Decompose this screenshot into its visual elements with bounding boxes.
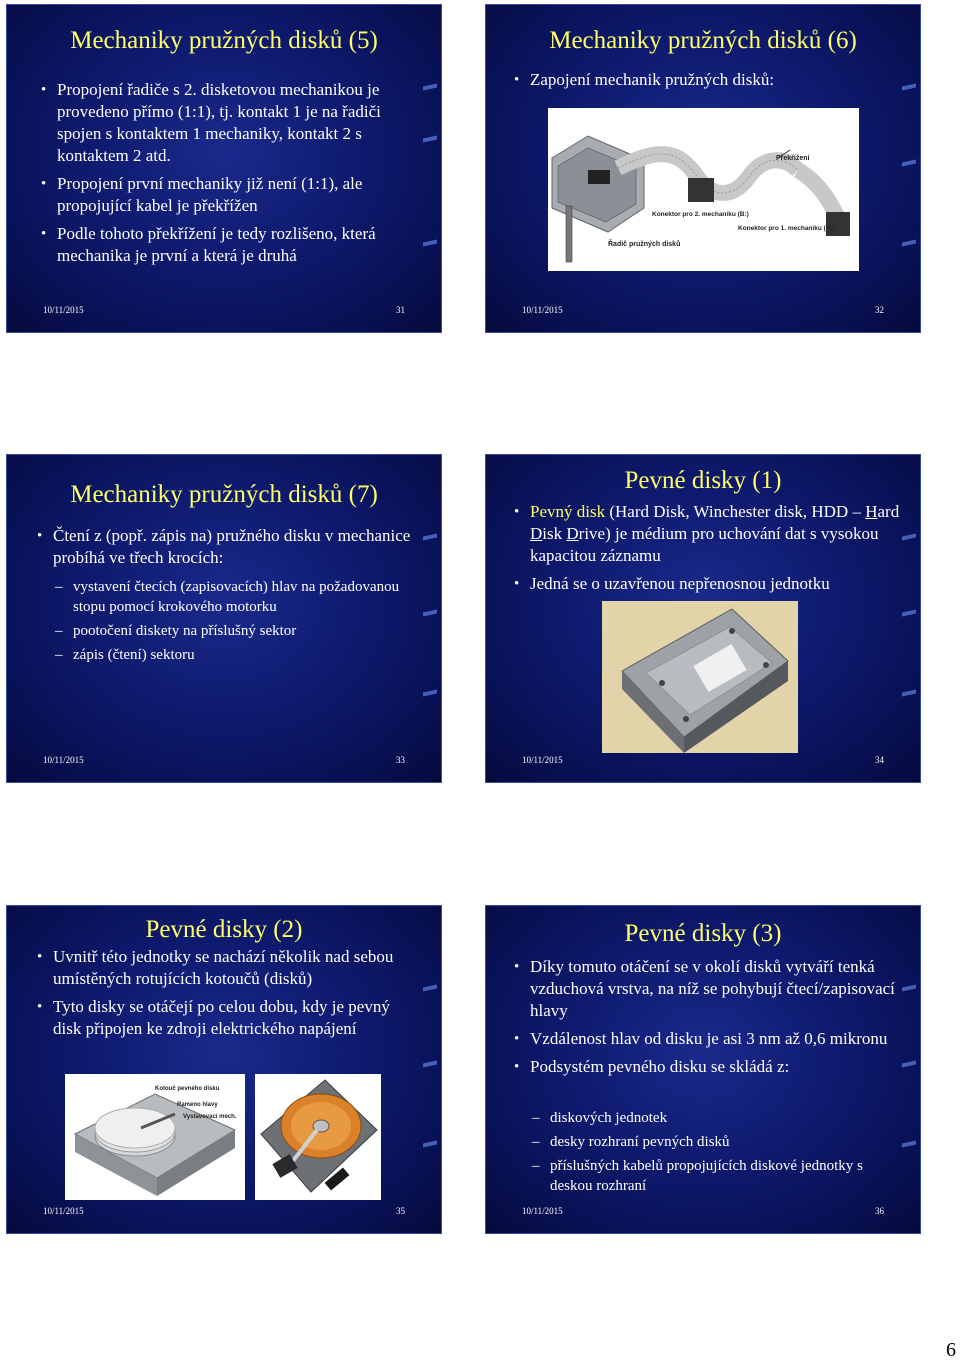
bullet: • Podle tohoto překřížení je tedy rozlišeno, která mechanika je první a která je druhá bbox=[37, 223, 417, 267]
sub-bullet: – diskových jednotek bbox=[530, 1108, 902, 1128]
slide-date: 10/11/2015 bbox=[43, 305, 84, 315]
bullet: • Díky tomuto otáčení se v okolí disků vytváří tenká vzduchová vrstva, na níž se pohybují čtecí/zapisovací hlavy bbox=[510, 956, 902, 1022]
sub-bullet: – příslušných kabelů propojujících diskové jednotky s deskou rozhraní bbox=[530, 1156, 902, 1196]
decoration bbox=[902, 610, 916, 617]
slide-31 bbox=[6, 4, 442, 333]
sub-bullet: – desky rozhraní pevných disků bbox=[530, 1132, 902, 1152]
hdd-open-photo bbox=[255, 1074, 381, 1200]
highlight-term: Pevný disk bbox=[530, 502, 606, 521]
bullet-list bbox=[33, 946, 417, 1046]
figure-label: Vystavovací mech. bbox=[183, 1114, 237, 1120]
bullet: • Podsystém pevného disku se skládá z: bbox=[510, 1056, 902, 1078]
bullet: • Jedná se o uzavřenou nepřenosnou jednotku bbox=[510, 573, 902, 595]
page-number: 6 bbox=[946, 1339, 956, 1361]
figure-label: Řadič pružných disků bbox=[608, 241, 681, 248]
bullet-list bbox=[510, 956, 902, 1084]
slide-date: 10/11/2015 bbox=[43, 755, 84, 765]
decoration bbox=[902, 160, 916, 167]
slide-36 bbox=[485, 905, 921, 1234]
slide-title: Pevné disky (1) bbox=[624, 467, 782, 494]
figure-label: Rameno hlavy bbox=[177, 1102, 218, 1108]
decoration bbox=[423, 240, 437, 247]
decoration bbox=[902, 534, 916, 541]
sub-bullet-list bbox=[530, 1108, 902, 1200]
slide-number: 36 bbox=[875, 1206, 884, 1216]
bullet: • Tyto disky se otáčejí po celou dobu, kdy je pevný disk připojen ke zdroji elektrického napájení bbox=[33, 996, 417, 1040]
decoration bbox=[423, 985, 437, 992]
decoration bbox=[423, 136, 437, 143]
decoration bbox=[902, 690, 916, 697]
decoration bbox=[902, 240, 916, 247]
hdd-cutaway-figure bbox=[65, 1074, 245, 1200]
slide-date: 10/11/2015 bbox=[522, 305, 563, 315]
decoration bbox=[423, 84, 437, 91]
hard-disk-photo bbox=[602, 601, 798, 753]
decoration bbox=[423, 1141, 437, 1148]
bullet: • Zapojení mechanik pružných disků: bbox=[510, 69, 910, 91]
figure-label: Kotouč pevného disku bbox=[155, 1086, 220, 1092]
slide-34 bbox=[485, 454, 921, 783]
bullet-list bbox=[33, 525, 419, 575]
sub-bullet: – zápis (čtení) sektoru bbox=[53, 645, 419, 665]
slide-title: Pevné disky (3) bbox=[624, 920, 782, 947]
bullet: • Propojení první mechaniky již není (1:1), ale propojující kabel je překřížen bbox=[37, 173, 417, 217]
slide-number: 31 bbox=[396, 305, 405, 315]
decoration bbox=[902, 985, 916, 992]
decoration bbox=[423, 690, 437, 697]
decoration bbox=[423, 534, 437, 541]
bullet: • Čtení z (popř. zápis na) pružného disku v mechanice probíhá ve třech krocích: bbox=[33, 525, 419, 569]
sub-bullet: – pootočení diskety na příslušný sektor bbox=[53, 621, 419, 641]
slide-33 bbox=[6, 454, 442, 783]
decoration bbox=[902, 1141, 916, 1148]
bullet: • Vzdálenost hlav od disku je asi 3 nm až 0,6 mikronu bbox=[510, 1028, 902, 1050]
slide-number: 35 bbox=[396, 1206, 405, 1216]
slide-title: Mechaniky pružných disků (7) bbox=[70, 481, 378, 508]
bullet: • Pevný disk (Hard Disk, Winchester disk, HDD – Hard Disk Drive) je médium pro uchování dat s vysokou kapacitou záznamu bbox=[510, 501, 902, 567]
decoration bbox=[423, 1061, 437, 1068]
bullet-list bbox=[510, 501, 902, 601]
decoration bbox=[902, 1061, 916, 1068]
slide-date: 10/11/2015 bbox=[522, 755, 563, 765]
bullet: • Propojení řadiče s 2. disketovou mechanikou je provedeno přímo (1:1), tj. kontakt 1 je na řadiči spojen s kontaktem 1 mechaniky, kontakt 2 s kontaktem 2 atd. bbox=[37, 79, 417, 167]
slide-35 bbox=[6, 905, 442, 1234]
slide-32 bbox=[485, 4, 921, 333]
bullet: • Uvnitř této jednotky se nachází několik nad sebou umístěných rotujících kotoučů (disků) bbox=[33, 946, 417, 990]
slide-number: 34 bbox=[875, 755, 884, 765]
slide-title: Mechaniky pružných disků (5) bbox=[70, 27, 378, 54]
sub-bullet-list bbox=[53, 577, 419, 669]
figure-label: Překřížení bbox=[776, 155, 810, 162]
slide-title: Pevné disky (2) bbox=[145, 916, 303, 943]
floppy-cable-figure bbox=[548, 108, 859, 271]
bullet-list bbox=[510, 69, 910, 97]
slide-date: 10/11/2015 bbox=[43, 1206, 84, 1216]
sub-bullet: – vystavení čtecích (zapisovacích) hlav na požadovanou stopu pomocí krokového motorku bbox=[53, 577, 419, 617]
slide-number: 32 bbox=[875, 305, 884, 315]
figure-label: Konektor pro 2. mechaniku (B:) bbox=[652, 211, 749, 218]
slide-date: 10/11/2015 bbox=[522, 1206, 563, 1216]
slide-title: Mechaniky pružných disků (6) bbox=[549, 27, 857, 54]
slide-number: 33 bbox=[396, 755, 405, 765]
decoration bbox=[423, 610, 437, 617]
figure-label: Konektor pro 1. mechaniku (A:) bbox=[738, 225, 835, 232]
bullet-list bbox=[37, 79, 417, 273]
